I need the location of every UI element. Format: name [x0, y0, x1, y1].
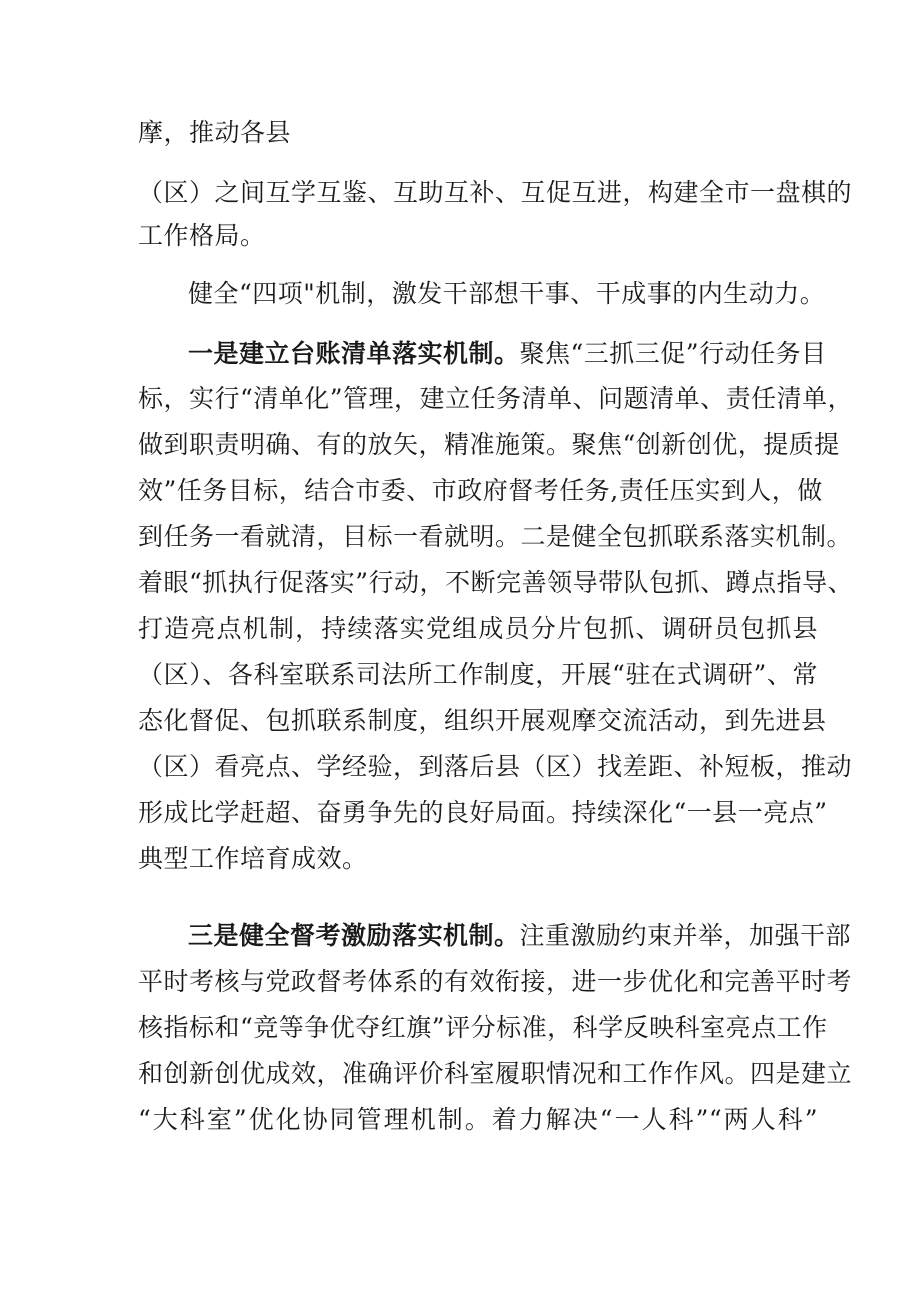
text-line: （区）看亮点、学经验，到落后县（区）找差距、补短板，推动	[138, 752, 853, 781]
text-line: （区）之间互学互鉴、互助互补、互促互进，构建全市一盘棋的	[138, 178, 853, 207]
text-line: 摩，推动各县	[138, 118, 292, 147]
text-run: 聚焦“三抓三促”行动任务目	[519, 339, 827, 368]
text-line: “大科室”优化协同管理机制。着力解决“一人科”“两人科”	[138, 1105, 818, 1134]
paragraph-first-line	[188, 921, 852, 951]
text-line: 平时考核与党政督考体系的有效衔接，进一步优化和完善平时考	[138, 967, 853, 996]
bold-lead: 三是健全督考激励落实机制。	[188, 921, 520, 950]
text-line: 态化督促、包抓联系制度，组织开展观摩交流活动，到先进县	[138, 706, 827, 735]
text-line: 标，实行“清单化”管理，建立任务清单、问题清单、责任清单，	[138, 384, 854, 413]
text-line: 着眼“抓执行促落实”行动，不断完善领导带队包抓、蹲点指导、	[138, 568, 854, 597]
text-line: 效”任务目标，结合市委、市政府督考任务,责任压实到人，做	[138, 476, 823, 505]
text-line: 和创新创优成效，准确评价科室履职情况和工作作风。四是建立	[138, 1059, 853, 1088]
text-line: 形成比学赶超、奋勇争先的良好局面。持续深化“一县一亮点”	[138, 798, 828, 827]
paragraph-first-line	[188, 339, 827, 369]
text-line: 工作格局。	[138, 221, 266, 250]
section-heading: 健全“四项"机制，激发干部想干事、干成事的内生动力。	[188, 279, 826, 308]
text-line: 做到职责明确、有的放矢，精准施策。聚焦“创新创优，提质提	[138, 430, 840, 459]
text-line: （区）、各科室联系司法所工作制度，开展“驻在式调研”、常	[138, 660, 818, 689]
text-line: 典型工作培育成效。	[138, 844, 368, 873]
text-run: 注重激励约束并举，加强干部	[519, 921, 852, 950]
text-line: 打造亮点机制，持续落实党组成员分片包抓、调研员包抓县	[138, 614, 818, 643]
text-line: 到任务一看就清，目标一看就明。二是健全包抓联系落实机制。	[138, 522, 853, 551]
text-line: 核指标和“竞等争优夺红旗”评分标准，科学反映科室亮点工作	[138, 1013, 828, 1042]
bold-lead: 一是建立台账清单落实机制。	[188, 339, 520, 368]
